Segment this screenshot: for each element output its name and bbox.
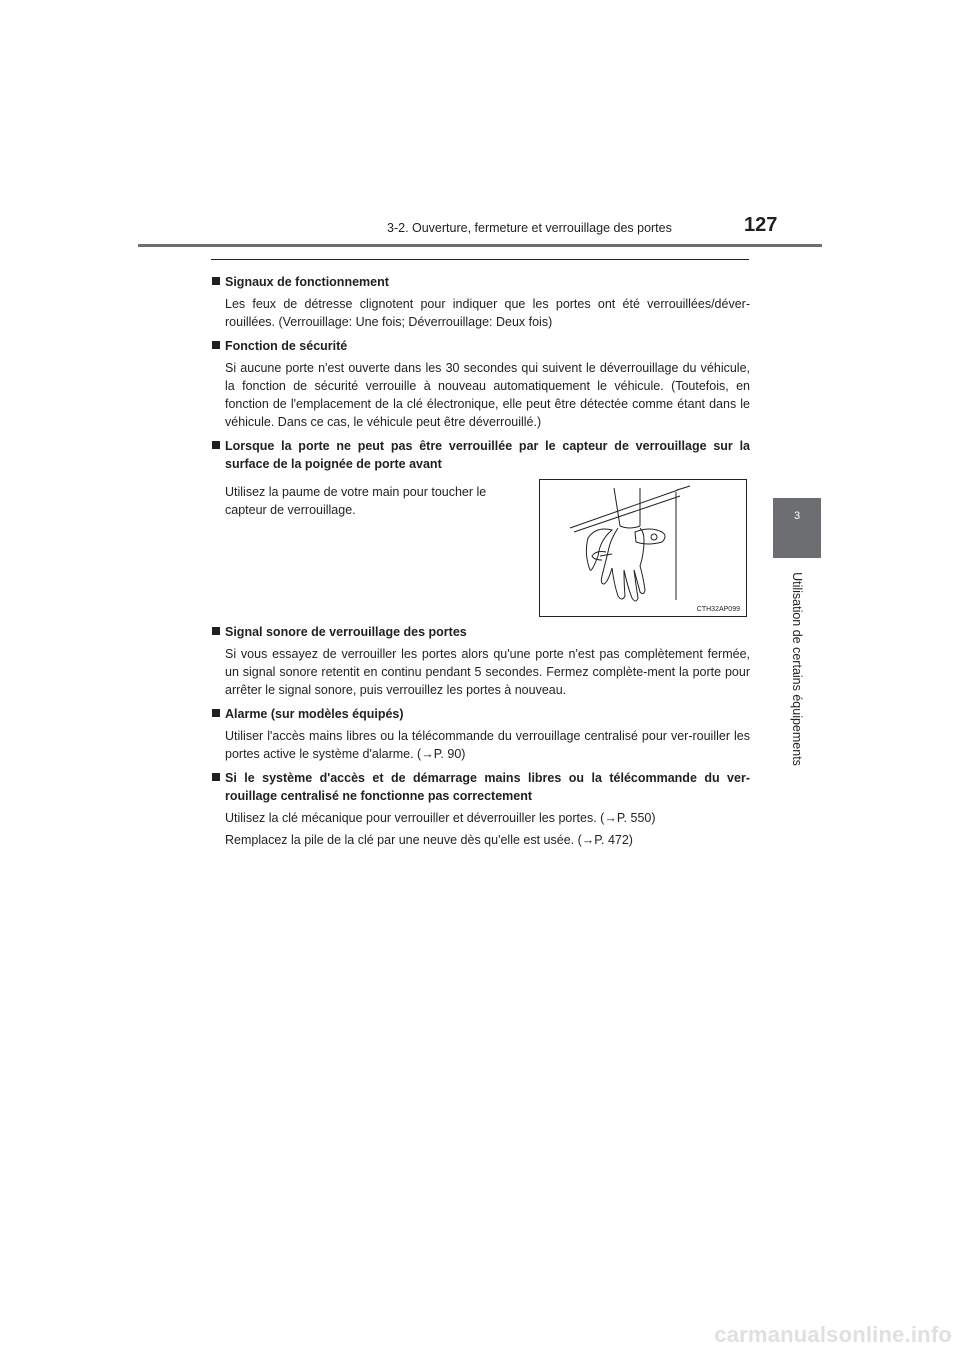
chapter-title-strip — [773, 558, 821, 780]
chapter-tab — [773, 498, 821, 558]
section-title: Si le système d'accès et de démarrage mains libres ou la télécommande du ver-rouillage centralisé ne fonctionne pas correctement — [225, 771, 750, 803]
square-bullet-icon — [212, 627, 220, 635]
section-operation-signals — [212, 273, 750, 331]
section-title: Signal sonore de verrouillage des portes — [225, 625, 467, 639]
running-header: 3-2. Ouverture, fermeture et verrouillage des portes — [387, 221, 672, 235]
header-rule — [138, 244, 822, 247]
section-heading — [212, 705, 750, 723]
section-heading — [212, 769, 750, 805]
section-paragraph: Utilisez la paume de votre main pour toucher le capteur de verrouillage. — [225, 485, 487, 517]
section-lock-sensor — [212, 437, 750, 617]
chapter-number: 3 — [793, 510, 801, 522]
square-bullet-icon — [212, 341, 220, 349]
content-top-rule — [211, 259, 749, 260]
square-bullet-icon — [212, 709, 220, 717]
section-alarm — [212, 705, 750, 763]
square-bullet-icon — [212, 773, 220, 781]
section-smart-entry-malfunction — [212, 769, 750, 849]
section-title: Lorsque la porte ne peut pas être verrouillée par le capteur de verrouillage sur la surface de la poignée de porte avant — [225, 439, 750, 471]
hand-on-door-handle-illustration — [539, 479, 747, 617]
page-number: 127 — [744, 214, 778, 236]
section-heading — [212, 623, 750, 641]
hand-door-handle-icon — [540, 480, 746, 616]
section-security-function — [212, 337, 750, 431]
section-door-lock-buzzer — [212, 623, 750, 699]
square-bullet-icon — [212, 277, 220, 285]
section-heading — [212, 337, 750, 355]
section-paragraph: Si vous essayez de verrouiller les portes alors qu'une porte n'est pas complètement fermée, un signal sonore retentit en continu pendant 5 secondes. Fermez complète-ment la porte pour arrêter le signal sonore, puis verrouillez les portes à nouveau. — [225, 647, 750, 697]
section-paragraph: Si aucune porte n'est ouverte dans les 30 secondes qui suivent le déverrouillage du véhicule, la fonction de sécurité verrouille à nouveau automatiquement le véhicule. (Toutefois, en fonction de l'emplacement de la clé électronique, elle peut être détectée comme étant dans le véhicule. Dans ce cas, le véhicule peut être déverrouillé.) — [225, 361, 750, 429]
section-heading — [212, 437, 750, 473]
section-title: Fonction de sécurité — [225, 339, 348, 353]
section-title: Alarme (sur modèles équipés) — [225, 707, 404, 721]
section-paragraph: Utilisez la clé mécanique pour verrouiller et déverrouiller les portes. (→P. 550) — [225, 811, 656, 825]
section-paragraph: Utiliser l'accès mains libres ou la télécommande du verrouillage centralisé pour ver-rouiller les portes active le système d'alarme. (→P. 90) — [225, 729, 750, 761]
figure-row — [225, 479, 750, 617]
watermark: carmanualsonline.info — [714, 1322, 952, 1347]
section-paragraph: Remplacez la pile de la clé par une neuve dès qu'elle est usée. (→P. 472) — [225, 833, 633, 847]
section-title: Signaux de fonctionnement — [225, 275, 389, 289]
section-heading — [212, 273, 750, 291]
figure-code: CTH32AP099 — [696, 606, 740, 613]
section-list — [212, 267, 750, 849]
chapter-title: Utilisation de certains équipements — [790, 572, 804, 766]
square-bullet-icon — [212, 441, 220, 449]
section-paragraph: Les feux de détresse clignotent pour indiquer que les portes ont été verrouillées/déver-rouillées. (Verrouillage: Une fois; Déverrouillage: Deux fois) — [225, 297, 750, 329]
